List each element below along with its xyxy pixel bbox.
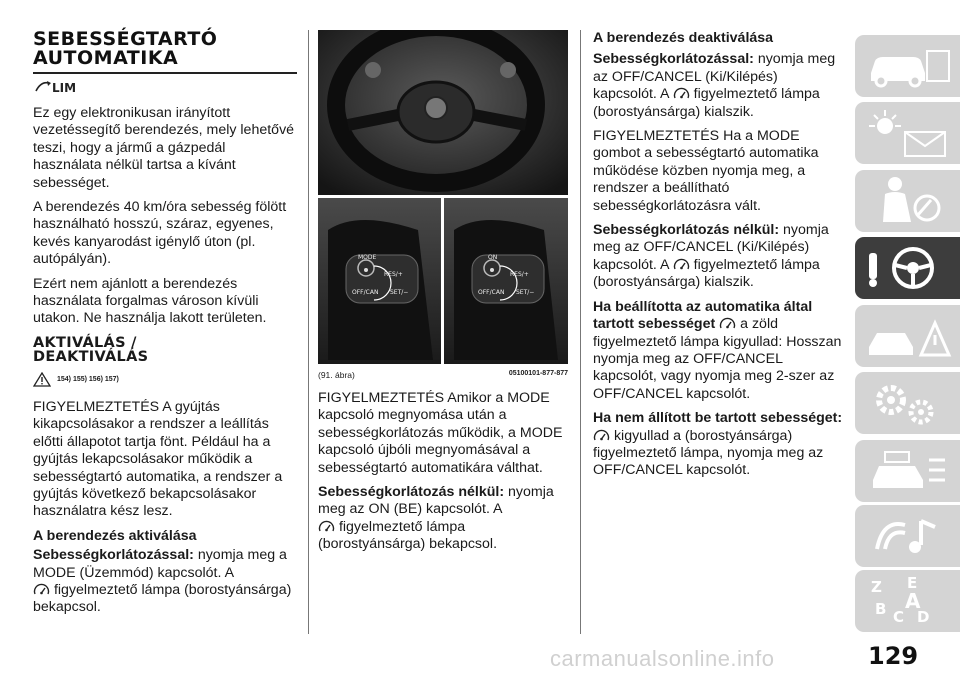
page-number: 129 [868, 642, 919, 670]
title-underline [33, 72, 297, 74]
limiter-label: Sebességkorlátozással: [593, 51, 754, 68]
activate-heading: A berendezés aktiválása [33, 527, 197, 544]
steering-wheel-figure [318, 30, 568, 364]
sidebar-tab-car[interactable] [855, 35, 960, 97]
limiter-text-a: nyomja meg a MODE (Üzemmód) kapcsolót. A [33, 547, 287, 581]
not-set-text: kigyullad a (borostyánsárga) figyelmeztető lámpa, nyomja meg az OFF/CANCEL kapcsolót. [593, 427, 824, 479]
emergency-icon [855, 305, 960, 367]
svg-text:B: B [875, 600, 887, 618]
svg-text:LIM: LIM [52, 81, 75, 94]
sidebar-tab-maintenance[interactable] [855, 372, 960, 434]
svg-text:A: A [905, 589, 921, 613]
no-limiter-label: Sebességkorlátozás nélkül: [318, 484, 505, 501]
column-3 [593, 30, 845, 487]
limiter-paragraph [33, 547, 295, 617]
on-button-label: ON [488, 254, 498, 261]
index-icon [855, 570, 960, 632]
speedometer-warning-icon [318, 520, 335, 534]
not-set-heading: Ha nem állított be tartott sebességet [593, 410, 838, 427]
set-speed-heading: Ha beállította az automatika által tartott sebességet [593, 298, 813, 333]
set-button-label: SET/− [390, 289, 409, 296]
limiter-text-b: figyelmeztető lámpa (borostyánsárga) bekapcsol. [33, 581, 292, 616]
column-divider [308, 30, 309, 634]
offcan-button-label: OFF/CAN [352, 289, 379, 296]
figure-label: (91. ábra) [318, 370, 355, 380]
seatbelt-icon [855, 170, 960, 232]
watermark: carmanualsonline.info [550, 646, 775, 671]
sidebar-tab-safety[interactable] [855, 170, 960, 232]
deactivate-heading: A berendezés deaktiválása [593, 30, 774, 46]
figure-code: 05100101-877-877 [508, 370, 568, 377]
svg-text:E: E [907, 574, 918, 592]
no-limiter-paragraph [318, 484, 568, 554]
svg-text:C: C [893, 608, 905, 626]
intro-paragraph-2: A berendezés 40 km/óra sebesség fölött használható hosszú, száraz, egyenes, kevés kanyarodást igénylő úton (pl. autópályán). [33, 199, 287, 268]
offcan-button-label-2: OFF/CAN [478, 289, 505, 296]
section-heading-line2: DEAKTIVÁLÁS [33, 348, 149, 365]
svg-text:Z: Z [871, 578, 882, 596]
sidebar-tab-index[interactable] [855, 570, 960, 632]
section-heading [33, 336, 295, 364]
mode-button-label: MODE [358, 254, 377, 261]
sidebar-tab-lights[interactable] [855, 102, 960, 164]
set-speed-paragraph [593, 299, 845, 403]
car-specs-icon [855, 440, 960, 502]
speedometer-warning-icon [593, 429, 610, 443]
intro-paragraph-3: Ezért nem ajánlott a berendezés használata forgalmas városon kívüli utakon. Ne használja lakott területen. [33, 275, 267, 327]
page-title-line1: SEBESSÉGTARTÓ [33, 28, 218, 50]
no-limiter-text-a: nyomja meg az OFF/CANCEL (Ki/Kilépés) kapcsolót. A [593, 222, 829, 273]
sidebar-tab-specs[interactable] [855, 440, 960, 502]
speedometer-warning-icon [673, 258, 690, 272]
warning-refs [33, 372, 295, 387]
column-1 [33, 30, 295, 624]
page-title-line2: AUTOMATIKA [33, 47, 179, 69]
warning-refs-text: 154) 155) 156) 157) [57, 375, 119, 383]
car-icon [855, 35, 960, 97]
no-limiter-text-b: figyelmeztető lámpa (borostyánsárga) bekapcsol. [318, 518, 498, 553]
limiter-text-a: nyomja meg az OFF/CANCEL (Ki/Kilépés) kapcsolót. A [593, 51, 836, 103]
no-limiter-text-b: figyelmeztető lámpa (borostyánsárga) kialszik. [593, 256, 820, 291]
no-limiter-label: Sebességkorlátozás nélkül: [593, 222, 780, 239]
res-button-label-2: RES/+ [510, 271, 529, 278]
multimedia-icon [855, 505, 960, 567]
res-button-label: RES/+ [384, 271, 403, 278]
limiter-label: Sebességkorlátozással: [33, 547, 194, 564]
sidebar-tab-emergency[interactable] [855, 305, 960, 367]
gears-icon [855, 372, 960, 434]
speedometer-warning-icon [719, 317, 736, 331]
warning-triangle-icon [33, 372, 51, 387]
not-set-paragraph: Ha nem állított be tartott sebességet: kigyullad a (borostyánsárga) figyelmeztető lámpa, nyomja meg az OFF/CANCEL kapcsolót. [593, 410, 843, 479]
cruise-control-icon [33, 78, 295, 99]
section-heading-line1: AKTIVÁLÁS / [33, 334, 137, 351]
column-2 [318, 30, 568, 561]
figyelem-paragraph-3: FIGYELMEZTETÉS Ha a MODE gombot a sebességtartó automatika működése közben nyomja meg, a rendszer a beállítható sebességkorlátozásra vált. [593, 128, 819, 214]
sidebar-tab-driving[interactable] [855, 237, 960, 299]
intro-paragraph-1: Ez egy elektronikusan irányított vezetéssegítő berendezés, mely lehetővé teszi, hogy a jármű a gázpedál használata nélkül tartsa a kívánt sebességet. [33, 105, 295, 191]
speedometer-warning-icon [33, 583, 50, 597]
sidebar-tab-multimedia[interactable] [855, 505, 960, 567]
steering-wheel-illustration [318, 30, 568, 364]
figure-caption [318, 370, 568, 380]
no-limiter-text-a: nyomja meg az ON (BE) kapcsolót. A [318, 484, 554, 518]
figyelem-paragraph: FIGYELMEZTETÉS A gyújtás kikapcsolásakor a rendszer a leállítás előtti állapotot tartja fönt. Például ha a gyújtás lekapcsolásakor működik a sebességtartó automatika, a rendszer a gyújtás következő bekapcsolásakor használatra kész lesz. [33, 398, 283, 520]
warning-lights-icon [855, 102, 960, 164]
figyelem-paragraph-2: FIGYELMEZTETÉS Amikor a MODE kapcsoló megnyomása után a sebességkorlátozás működik, a MODE kapcsoló újbóli megnyomásával a sebességtartó automatikára válthat. [318, 390, 563, 476]
svg-text:D: D [917, 608, 930, 626]
limiter-paragraph-3 [593, 51, 845, 121]
speedometer-warning-icon [673, 87, 690, 101]
column-divider [580, 30, 581, 634]
limiter-text-b: figyelmeztető lámpa (borostyánsárga) kialszik. [593, 86, 820, 120]
steering-wheel-icon [855, 237, 960, 299]
set-button-label-2: SET/− [516, 289, 535, 296]
set-speed-text: a zöld figyelmeztető lámpa kigyullad: Hosszan nyomja meg az OFF/CANCEL kapcsolót, vagy nyomja meg 2-szer az OFF/CANCEL kapcsolót. [593, 316, 842, 402]
no-limiter-paragraph-3 [593, 222, 845, 292]
